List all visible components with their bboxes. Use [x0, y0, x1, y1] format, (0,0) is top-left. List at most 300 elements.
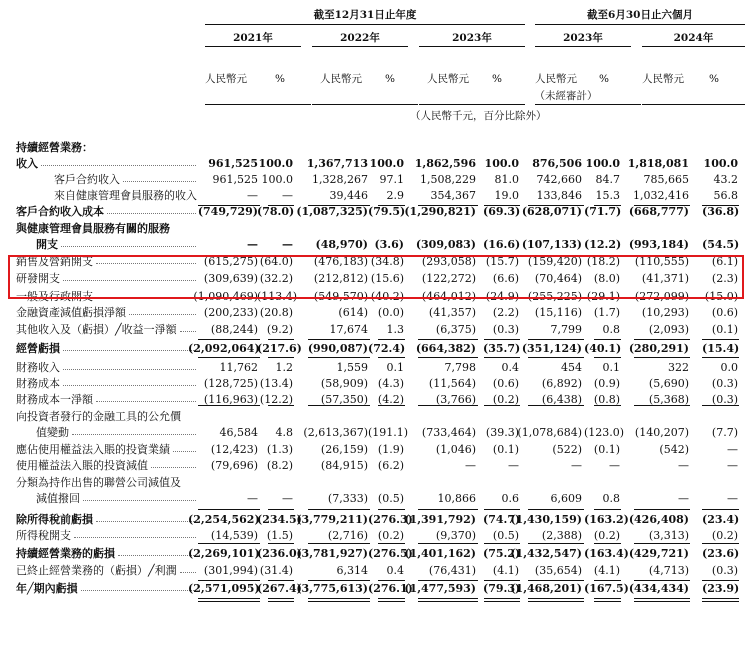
single-rule — [528, 509, 584, 510]
row-label: 一般及行政開支 — [16, 290, 93, 303]
percent-cell: 0.8 — [602, 323, 620, 336]
amount-cell: — — [247, 492, 258, 505]
amount-cell: 7,799 — [550, 323, 582, 336]
amount-cell: 1,032,416 — [633, 189, 689, 202]
percent-cell: — — [727, 459, 738, 472]
single-rule — [702, 205, 739, 206]
percent-cell: (39.3) — [485, 426, 519, 439]
percent-cell: (20.8) — [259, 306, 293, 319]
percent-cell: 100.0 — [484, 157, 519, 170]
amount-cell: (76,431) — [428, 564, 476, 577]
percent-cell: (34.8) — [370, 255, 404, 268]
percent-cell: 1.3 — [386, 323, 404, 336]
leader-dots — [129, 314, 196, 315]
amount-cell: 39,446 — [329, 189, 368, 202]
leader-dots — [63, 369, 196, 370]
subheader-rule — [535, 104, 641, 105]
single-rule — [528, 405, 584, 406]
subheader-rule — [205, 104, 311, 105]
single-rule — [308, 580, 370, 581]
leader-dots — [63, 350, 196, 351]
row-label: 財務成本 — [16, 377, 60, 390]
amount-cell: (41,371) — [641, 272, 689, 285]
double-rule — [198, 598, 260, 602]
amount-cell: (1,090,469) — [193, 290, 258, 303]
single-rule — [268, 357, 294, 358]
row-label: 使用權益法入賬的投資減值 — [16, 459, 148, 472]
amount-cell: (212,812) — [313, 272, 368, 285]
amount-cell: (122,272) — [421, 272, 476, 285]
percent-cell: (7.7) — [711, 426, 738, 439]
single-rule — [378, 357, 405, 358]
percent-cell: (1.3) — [266, 443, 293, 456]
amount-cell: (48,970) — [315, 238, 368, 251]
currency-header: 人民幣元 — [427, 73, 469, 85]
amount-cell: (1,078,684) — [517, 426, 582, 439]
percent-cell: (0.2) — [377, 529, 404, 542]
percent-cell: (75.2) — [483, 547, 521, 560]
percent-cell: (0.3) — [711, 393, 738, 406]
percent-cell: (0.2) — [711, 529, 738, 542]
amount-cell: (1,432,547) — [510, 547, 582, 560]
percent-cell: (113.4) — [257, 290, 298, 303]
amount-cell: 961,525 — [212, 173, 258, 186]
single-rule — [198, 543, 260, 544]
amount-cell: (1,477,593) — [404, 582, 476, 595]
amount-cell: — — [247, 189, 258, 202]
percent-cell: (0.2) — [492, 393, 519, 406]
table-row — [0, 475, 750, 491]
percent-cell: (23.4) — [702, 513, 740, 526]
six-month-period-header: 截至6月30日止六個月 — [587, 9, 693, 21]
percent-cell: (0.5) — [492, 529, 519, 542]
amount-cell: (5,690) — [648, 377, 689, 390]
single-rule — [418, 543, 478, 544]
amount-cell: 11,762 — [219, 361, 258, 374]
table-row — [0, 563, 750, 579]
row-label: 經營虧損 — [16, 342, 60, 355]
percent-cell: (217.6) — [257, 342, 302, 355]
amount-cell: 454 — [561, 361, 582, 374]
single-rule — [594, 405, 621, 406]
amount-cell: (2,269,101) — [188, 547, 260, 560]
amount-cell: (3,313) — [648, 529, 689, 542]
row-label: 金融資產減值虧損淨額 — [16, 306, 126, 319]
single-rule — [702, 509, 739, 510]
amount-cell: (58,909) — [320, 377, 368, 390]
percent-cell: (123.0) — [584, 426, 625, 439]
unit-note: （人民幣千元，百分比除外） — [410, 110, 547, 122]
leader-dots — [74, 537, 196, 538]
single-rule — [484, 205, 520, 206]
percent-cell: (23.6) — [702, 547, 740, 560]
percent-cell: — — [727, 443, 738, 456]
single-rule — [198, 509, 260, 510]
single-rule — [634, 580, 690, 581]
percent-cell: (16.6) — [483, 238, 521, 251]
amount-cell: (5,368) — [648, 393, 689, 406]
percent-header: % — [385, 73, 395, 85]
percent-cell: (0.3) — [711, 564, 738, 577]
row-label: 收入 — [16, 157, 38, 170]
currency-header: 人民幣元 — [642, 73, 684, 85]
percent-cell: 19.0 — [494, 189, 519, 202]
amount-cell: (26,159) — [320, 443, 368, 456]
single-rule — [484, 405, 520, 406]
percent-cell: 4.8 — [275, 426, 293, 439]
percent-cell: (64.0) — [259, 255, 293, 268]
amount-cell: (159,420) — [527, 255, 582, 268]
percent-cell: (12.2) — [259, 393, 293, 406]
single-rule — [268, 205, 294, 206]
percent-cell: (78.0) — [257, 205, 295, 218]
amount-cell: (110,555) — [634, 255, 689, 268]
percent-cell: (79.3) — [483, 582, 521, 595]
single-rule — [198, 339, 260, 340]
amount-cell: (200,233) — [203, 306, 258, 319]
percent-cell: (15.0) — [704, 290, 738, 303]
percent-cell: 0.8 — [602, 492, 620, 505]
percent-cell: 100.0 — [261, 173, 293, 186]
single-rule — [634, 357, 690, 358]
percent-cell: 0.4 — [386, 564, 404, 577]
highlight-box — [8, 255, 744, 299]
single-rule — [594, 205, 621, 206]
year-header-2024-h1: 2024年 — [673, 32, 714, 44]
single-rule — [378, 509, 405, 510]
percent-cell: (0.1) — [593, 443, 620, 456]
single-rule — [308, 405, 370, 406]
amount-cell: 961,525 — [208, 157, 258, 170]
amount-cell: (3,775,613) — [296, 582, 368, 595]
percent-cell: (1.7) — [593, 306, 620, 319]
single-rule — [308, 357, 370, 358]
single-rule — [528, 205, 584, 206]
percent-cell: (36.8) — [702, 205, 740, 218]
percent-cell: (29.1) — [586, 290, 620, 303]
row-label: 應佔使用權益法入賬的投資業績 — [16, 443, 170, 456]
percent-cell: 100.0 — [585, 157, 620, 170]
percent-cell: 100.0 — [703, 157, 738, 170]
percent-cell: (0.5) — [377, 492, 404, 505]
percent-cell: (0.1) — [492, 443, 519, 456]
amount-cell: (429,721) — [628, 547, 689, 560]
amount-cell: (116,963) — [203, 393, 258, 406]
year-header-2022: 2022年 — [340, 32, 380, 44]
table-row — [0, 512, 750, 528]
amount-cell: — — [678, 459, 689, 472]
percent-header: % — [492, 73, 502, 85]
row-label: 持續經營業務： — [16, 141, 93, 154]
percent-cell: (1.5) — [266, 529, 293, 542]
percent-cell: (71.7) — [584, 205, 622, 218]
row-label: 與健康管理會員服務有關的服務 — [16, 222, 170, 235]
percent-cell: 84.7 — [595, 173, 620, 186]
single-rule — [308, 339, 370, 340]
single-rule — [268, 509, 294, 510]
percent-cell: (8.0) — [593, 272, 620, 285]
table-row — [0, 188, 750, 204]
percent-cell: 43.2 — [713, 173, 738, 186]
percent-cell: 97.1 — [379, 173, 404, 186]
table-row — [0, 376, 750, 392]
single-rule — [484, 357, 520, 358]
percent-cell: (40.1) — [584, 342, 622, 355]
double-rule — [268, 598, 294, 602]
single-rule — [528, 357, 584, 358]
single-rule — [418, 205, 478, 206]
amount-cell: (14,539) — [210, 529, 258, 542]
percent-cell: 0.6 — [501, 492, 519, 505]
amount-cell: (79,696) — [210, 459, 258, 472]
percent-cell: 2.9 — [386, 189, 404, 202]
leader-dots — [81, 590, 196, 591]
percent-cell: (23.9) — [702, 582, 740, 595]
amount-cell: 6,314 — [336, 564, 368, 577]
row-label: 年╱期內虧損 — [16, 582, 78, 595]
percent-cell: (4.3) — [377, 377, 404, 390]
amount-cell: (3,781,927) — [296, 547, 368, 560]
amount-cell: 46,584 — [219, 426, 258, 439]
amount-cell: (3,779,211) — [296, 513, 368, 526]
single-rule — [634, 339, 690, 340]
currency-header: 人民幣元 — [535, 73, 577, 85]
amount-cell: (476,183) — [313, 255, 368, 268]
leader-dots — [61, 246, 196, 247]
amount-cell: (749,729) — [197, 205, 258, 218]
percent-cell: (72.4) — [368, 342, 406, 355]
table-row — [0, 221, 750, 237]
amount-cell: (993,184) — [628, 238, 689, 251]
percent-cell: (54.5) — [702, 238, 740, 251]
amount-cell: (7,333) — [327, 492, 368, 505]
amount-cell: (41,357) — [428, 306, 476, 319]
percent-cell: 0.1 — [386, 361, 404, 374]
single-rule — [634, 405, 690, 406]
percent-cell: (6.2) — [377, 459, 404, 472]
single-rule — [702, 580, 739, 581]
amount-cell: (309,083) — [415, 238, 476, 251]
percent-cell: (6.6) — [492, 272, 519, 285]
table-row — [0, 409, 750, 425]
amount-cell: 17,674 — [329, 323, 368, 336]
row-label: 來自健康管理會員服務的收入 — [54, 189, 197, 202]
double-rule — [594, 598, 621, 602]
amount-cell: (426,408) — [628, 513, 689, 526]
single-rule — [634, 509, 690, 510]
amount-cell: (2,613,367) — [303, 426, 368, 439]
amount-cell: (1,430,159) — [510, 513, 582, 526]
percent-cell: — — [508, 459, 519, 472]
amount-cell: (1,087,325) — [296, 205, 368, 218]
amount-cell: 354,367 — [430, 189, 476, 202]
single-rule — [198, 357, 260, 358]
percent-cell: (163.2) — [584, 513, 629, 526]
subheader-rule — [642, 104, 745, 105]
percent-cell: 1.2 — [275, 361, 293, 374]
percent-cell: (0.3) — [711, 377, 738, 390]
amount-cell: (668,777) — [628, 205, 689, 218]
leader-dots — [96, 401, 196, 402]
amount-cell: (522) — [552, 443, 582, 456]
amount-cell: 785,665 — [643, 173, 689, 186]
row-label: 開支 — [36, 238, 58, 251]
year-rule-2023-h1 — [535, 46, 631, 47]
year-header-2023-h1: 2023年 — [563, 32, 603, 44]
leader-dots — [63, 385, 196, 386]
percent-cell: (69.3) — [483, 205, 521, 218]
amount-cell: (9,370) — [435, 529, 476, 542]
amount-cell: 6,609 — [550, 492, 582, 505]
row-label: 銷售及營銷開支 — [16, 255, 93, 268]
single-rule — [528, 339, 584, 340]
single-rule — [634, 205, 690, 206]
amount-cell: (664,382) — [415, 342, 476, 355]
double-rule — [528, 598, 584, 602]
year-header-2023: 2023年 — [452, 32, 492, 44]
row-label: 客戶合約收入成本 — [16, 205, 104, 218]
amount-cell: (35,654) — [534, 564, 582, 577]
amount-cell: (434,434) — [628, 582, 689, 595]
table-row — [0, 140, 750, 156]
amount-cell: — — [247, 238, 258, 251]
percent-cell: (13.4) — [259, 377, 293, 390]
percent-cell: 0.4 — [501, 361, 519, 374]
single-rule — [484, 580, 520, 581]
amount-cell: (140,207) — [634, 426, 689, 439]
percent-cell: (40.2) — [370, 290, 404, 303]
amount-cell: 1,559 — [336, 361, 368, 374]
leader-dots — [107, 213, 196, 214]
table-row — [0, 360, 750, 376]
single-rule — [198, 580, 260, 581]
amount-cell: 876,506 — [532, 157, 582, 170]
single-rule — [594, 543, 621, 544]
percent-cell: — — [282, 189, 293, 202]
single-rule — [378, 543, 405, 544]
percent-cell: (276.3) — [368, 513, 413, 526]
percent-cell: (0.2) — [593, 529, 620, 542]
amount-cell: 1,328,267 — [312, 173, 368, 186]
leader-dots — [118, 555, 196, 556]
amount-cell: 1,862,596 — [414, 157, 476, 170]
amount-cell: (3,766) — [435, 393, 476, 406]
row-label: 持續經營業務的虧損 — [16, 547, 115, 560]
percent-cell: (0.6) — [711, 306, 738, 319]
percent-cell: (0.0) — [377, 306, 404, 319]
single-rule — [198, 405, 260, 406]
single-rule — [308, 205, 370, 206]
amount-cell: (70,464) — [534, 272, 582, 285]
table-row — [0, 322, 750, 338]
amount-cell: (2,092,064) — [188, 342, 260, 355]
amount-cell: (733,464) — [421, 426, 476, 439]
percent-cell: (12.2) — [584, 238, 622, 251]
subheader-rule — [312, 104, 418, 105]
table-row — [0, 528, 750, 544]
percent-cell: 0.1 — [602, 361, 620, 374]
percent-cell: (8.2) — [266, 459, 293, 472]
single-rule — [418, 509, 478, 510]
year-rule-2023 — [419, 46, 525, 47]
amount-cell: (2,093) — [648, 323, 689, 336]
amount-cell: (2,388) — [541, 529, 582, 542]
percent-cell: (0.1) — [711, 323, 738, 336]
single-rule — [484, 509, 520, 510]
year-rule-2024-h1 — [642, 46, 745, 47]
double-rule — [484, 598, 520, 602]
leader-dots — [83, 500, 196, 501]
table-row — [0, 581, 750, 597]
percent-cell: (3.6) — [374, 238, 404, 251]
currency-header: 人民幣元 — [205, 73, 247, 85]
percent-cell: 15.3 — [595, 189, 620, 202]
single-rule — [702, 543, 739, 544]
amount-cell: 322 — [668, 361, 689, 374]
single-rule — [378, 339, 405, 340]
percent-cell: (4.1) — [593, 564, 620, 577]
row-label: 研發開支 — [16, 272, 60, 285]
currency-header: 人民幣元 — [320, 73, 362, 85]
single-rule — [634, 543, 690, 544]
amount-cell: (614) — [338, 306, 368, 319]
leader-dots — [96, 521, 196, 522]
amount-cell: 133,846 — [536, 189, 582, 202]
percent-cell: (74.7) — [483, 513, 521, 526]
amount-cell: (542) — [659, 443, 689, 456]
percent-cell: (15.4) — [702, 342, 740, 355]
percent-cell: (234.5) — [257, 513, 302, 526]
table-row — [0, 442, 750, 458]
amount-cell: (2,254,562) — [188, 513, 260, 526]
unaudited-note: （未經審計） — [534, 90, 598, 102]
row-label: 減值撥回 — [36, 492, 80, 505]
percent-cell: (24.9) — [485, 290, 519, 303]
annual-header-rule — [205, 24, 525, 25]
table-row — [0, 204, 750, 220]
amount-cell: (6,375) — [435, 323, 476, 336]
percent-cell: (6.1) — [711, 255, 738, 268]
amount-cell: (15,116) — [534, 306, 582, 319]
double-rule — [378, 598, 405, 602]
amount-cell: (549,570) — [313, 290, 368, 303]
amount-cell: (280,291) — [628, 342, 689, 355]
subheader-rule — [419, 104, 525, 105]
single-rule — [484, 543, 520, 544]
amount-cell: (2,571,095) — [188, 582, 260, 595]
leader-dots — [123, 181, 196, 182]
double-rule — [634, 598, 690, 602]
year-header-2021: 2021年 — [233, 32, 273, 44]
amount-cell: (128,725) — [203, 377, 258, 390]
amount-cell: (272,099) — [634, 290, 689, 303]
single-rule — [594, 339, 621, 340]
single-rule — [702, 405, 739, 406]
row-label: 客戶合約收入 — [54, 173, 120, 186]
amount-cell: (1,391,792) — [404, 513, 476, 526]
amount-cell: (57,350) — [320, 393, 368, 406]
percent-cell: (1.9) — [377, 443, 404, 456]
amount-cell: (1,468,201) — [510, 582, 582, 595]
amount-cell: (6,892) — [541, 377, 582, 390]
percent-cell: — — [609, 459, 620, 472]
amount-cell: (301,994) — [203, 564, 258, 577]
amount-cell: 7,798 — [444, 361, 476, 374]
year-rule-2022 — [312, 46, 408, 47]
single-rule — [594, 580, 621, 581]
percent-cell: (4.1) — [492, 564, 519, 577]
single-rule — [378, 205, 405, 206]
